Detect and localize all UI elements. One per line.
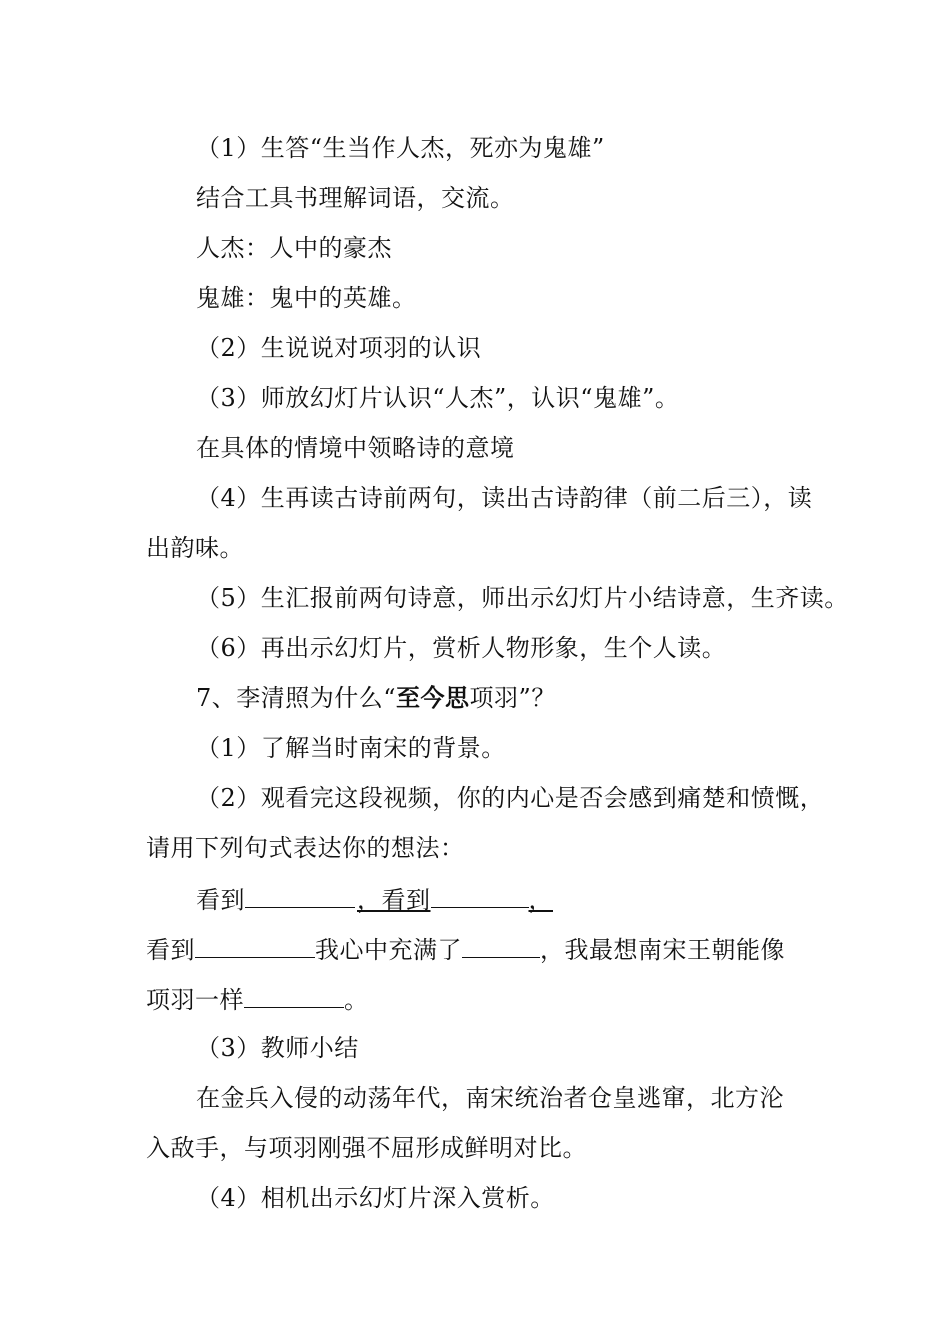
paragraph-renjie-definition: 人杰：人中的豪杰 <box>196 234 392 262</box>
fill-text: 。 <box>344 986 369 1014</box>
paragraph-step-6: （6）再出示幻灯片，赏析人物形象，生个人读。 <box>196 634 727 662</box>
fill-in-line-1 <box>196 883 553 915</box>
paragraph-step-4: （4）生再读古诗前两句，读出古诗韵律（前二后三），读 <box>196 484 813 512</box>
question-7-heading <box>196 683 556 713</box>
paragraph-step-4-slides: （4）相机出示幻灯片深入赏析。 <box>196 1184 555 1212</box>
fill-blank <box>245 883 355 908</box>
paragraph-step-3: （3）师放幻灯片认识“人杰”，认识“鬼雄”。 <box>196 384 680 412</box>
paragraph-guixiong-definition: 鬼雄：鬼中的英雄。 <box>196 284 417 312</box>
paragraph-summary-body-continued: 入敌手，与项羽刚强不屈形成鲜明对比。 <box>146 1134 587 1162</box>
question-7-prefix: 7、李清照为什么“ <box>196 684 397 712</box>
fill-text: 我心中充满了 <box>315 936 462 964</box>
paragraph-step-4-continued: 出韵味。 <box>146 534 244 562</box>
fill-text: 项羽一样 <box>146 986 244 1014</box>
paragraph-step-2: （2）生说说对项羽的认识 <box>196 334 482 362</box>
fill-blank <box>195 933 315 958</box>
fill-text: 看到 <box>146 936 195 964</box>
paragraph-teacher-summary: （3）教师小结 <box>196 1034 359 1062</box>
fill-text: ，看到 <box>357 886 431 914</box>
paragraph-background: （1）了解当时南宋的背景。 <box>196 734 506 762</box>
paragraph-context-note: 在具体的情境中领略诗的意境 <box>196 434 515 462</box>
fill-blank <box>244 983 344 1008</box>
fill-text: 看到 <box>196 886 245 914</box>
fill-text: ， <box>528 886 553 914</box>
paragraph-sentence-pattern-intro: 请用下列句式表达你的想法： <box>146 834 465 862</box>
question-7-emphasis: 至今思 <box>396 683 470 712</box>
fill-in-line-3 <box>146 983 369 1015</box>
paragraph-dictionary-note: 结合工具书理解词语，交流。 <box>196 184 515 212</box>
fill-blank <box>462 933 540 958</box>
question-7-suffix: 项羽”？ <box>469 684 556 712</box>
paragraph-student-answer: （1）生答“生当作人杰，死亦为鬼雄” <box>196 134 605 162</box>
paragraph-video-reflection: （2）观看完这段视频，你的内心是否会感到痛楚和愤慨， <box>196 784 825 812</box>
fill-blank <box>431 883 529 908</box>
fill-in-line-2 <box>146 933 785 965</box>
paragraph-step-5: （5）生汇报前两句诗意，师出示幻灯片小结诗意，生齐读。 <box>196 584 849 612</box>
paragraph-summary-body: 在金兵入侵的动荡年代，南宋统治者仓皇逃窜，北方沦 <box>196 1084 784 1112</box>
fill-text: ，我最想南宋王朝能像 <box>540 936 785 964</box>
